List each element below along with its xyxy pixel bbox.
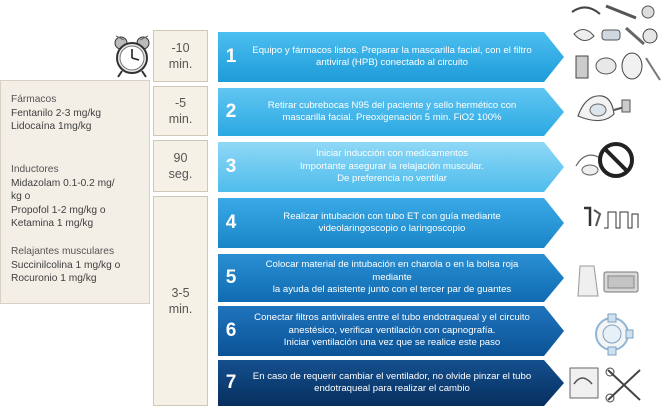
step-text-line: De preferencia no ventilar: [337, 173, 447, 185]
drug-item: Succinilcolina 1 mg/kg o: [11, 259, 121, 271]
time-unit: min.: [168, 112, 193, 126]
step-number: [218, 306, 244, 356]
time-value: 3-5: [171, 286, 190, 300]
time-value: 90: [173, 151, 188, 165]
step-number-text: 2: [225, 101, 237, 122]
step-text-line: mascarilla facial. Preoxigenación 5 min. FiO2 100%: [282, 112, 502, 123]
step-number-text: 5: [225, 267, 237, 288]
drug-group-heading: Inductores: [11, 164, 59, 175]
time-unit: min.: [168, 302, 193, 316]
time-unit: min.: [168, 57, 193, 71]
ecg-capnography-icon: [580, 204, 642, 232]
step-number-text: 1: [225, 46, 237, 67]
step-text: [246, 360, 538, 406]
step-text-line: la ayuda del asistente junto con el tercer par de guantes: [272, 284, 512, 296]
face-mask-icon: [572, 90, 632, 130]
step-3: [218, 142, 564, 192]
step-text-line: Equipo y fármacos listos. Preparar la mascarilla facial, con el filtro: [252, 44, 532, 56]
step-number: [218, 32, 244, 82]
no-ventilation-icon: [574, 136, 636, 188]
drug-item: Lidocaína 1mg/kg: [11, 121, 92, 133]
drug-item: Ketamina 1 mg/kg: [11, 218, 94, 230]
step-1: [218, 32, 564, 82]
drugs-panel: [0, 80, 150, 304]
drug-item: Fentanilo 2-3 mg/kg: [11, 107, 102, 119]
alarm-clock-icon: [112, 34, 152, 78]
step-text: [246, 32, 538, 82]
step-number-text: 7: [225, 372, 237, 393]
step-number: [218, 198, 244, 248]
step-number: [218, 360, 244, 406]
step-number: [218, 254, 244, 302]
time-box-2: [153, 86, 208, 136]
step-text-line: Iniciar inducción con medicamentos: [316, 148, 468, 160]
time-box-4: [153, 196, 208, 406]
step-text: [246, 306, 538, 356]
tray-bag-icon: [576, 258, 642, 300]
step-text-line: anestésico, verificar ventilación con capnografía.: [288, 324, 496, 336]
step-5: [218, 254, 564, 302]
drug-group-inductores: [11, 163, 115, 231]
step-number: [218, 88, 244, 136]
step-number-text: 6: [225, 320, 237, 341]
step-number: [218, 142, 244, 192]
step-4: [218, 198, 564, 248]
step-number-text: 4: [225, 212, 237, 233]
step-text-line: endotraqueal para realizar el cambio: [314, 383, 470, 394]
time-unit: seg.: [168, 167, 193, 181]
time-value: -10: [171, 41, 190, 55]
step-text-line: videolaringoscopio o laringoscopio: [318, 223, 466, 234]
step-text: [246, 198, 538, 248]
step-text-line: antiviral (HPB) conectado al circuito: [316, 57, 468, 68]
time-box-3: [153, 140, 208, 192]
drug-item: Propofol 1-2 mg/kg o: [11, 204, 106, 216]
step-text: [246, 254, 538, 302]
step-text-line: Importante asegurar la relajación muscular.: [300, 160, 484, 172]
step-number-text: 3: [225, 156, 237, 177]
drug-item: Rocuronio 1 mg/kg: [11, 273, 97, 285]
step-text-line: En caso de requerir cambiar el ventilador, no olvide pinzar el tubo: [252, 370, 532, 382]
step-6: [218, 306, 564, 356]
time-box-1: [153, 30, 208, 82]
step-text-line: Colocar material de intubación en charola o en la bolsa roja mediante: [265, 259, 519, 283]
drug-item: Midazolam 0.1-0.2 mg/: [11, 177, 115, 189]
step-text: [246, 142, 538, 192]
step-2: [218, 88, 564, 136]
drug-group-relajantes: [11, 245, 120, 286]
drug-group-heading: Fármacos: [11, 94, 57, 105]
time-value: -5: [174, 96, 187, 110]
intubation-equipment-icon: [566, 0, 664, 88]
step-7: [218, 360, 564, 406]
antiviral-filter-icon: [590, 312, 634, 356]
step-text: [246, 88, 538, 136]
drug-group-farmacos: [11, 93, 101, 134]
drug-item: kg o: [11, 191, 31, 203]
step-text-line: Conectar filtros antivirales entre el tubo endotraqueal y el circuito: [254, 312, 530, 324]
step-text-line: Iniciar ventilación una vez que se realice este paso: [283, 337, 501, 349]
step-text-line: Retirar cubrebocas N95 del paciente y sello hermético con: [267, 99, 517, 111]
step-text-line: Realizar intubación con tubo ET con guía mediante: [283, 210, 501, 222]
drug-group-heading: Relajantes musculares: [11, 246, 115, 257]
tube-clamp-icon: [568, 364, 646, 404]
